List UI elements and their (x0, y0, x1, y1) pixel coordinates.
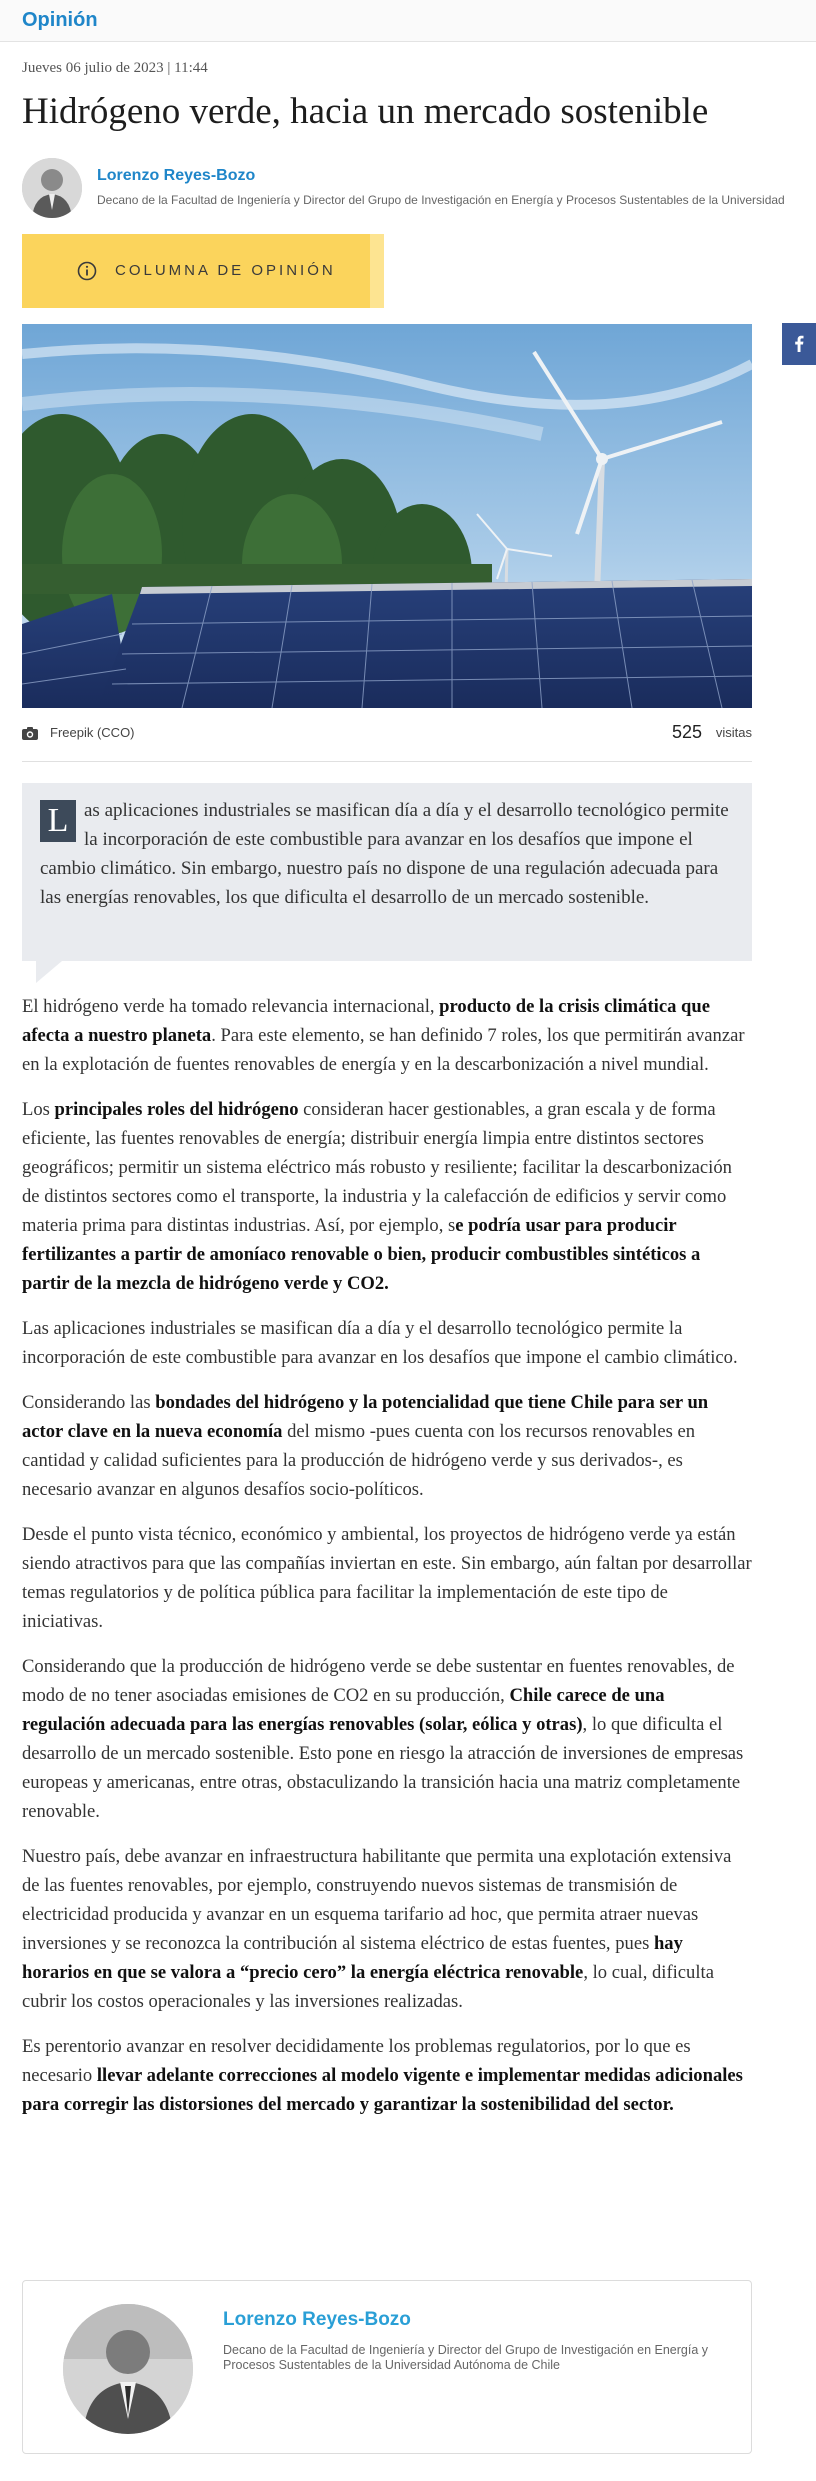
author-name-link[interactable]: Lorenzo Reyes-Bozo (97, 167, 256, 184)
article-title: Hidrógeno verde, hacia un mercado sostenible (22, 91, 709, 132)
author-card-name-link[interactable]: Lorenzo Reyes-Bozo (223, 2309, 411, 2330)
article-body (22, 992, 752, 2135)
highlight: Chile carece de una regulación adecuada para las energías renovables (solar, eólica y otras) (22, 1685, 665, 1735)
author-avatar[interactable] (22, 158, 82, 218)
body-paragraph: Es perentorio avanzar en resolver decididamente los problemas regulatorios, por lo que es necesario llevar adelante correcciones al modelo vigente e implementar medidas adicionales para corregir las distorsiones del mercado y garantizar la sostenibilidad del sector. (22, 2036, 743, 2115)
highlight: e podría usar para producir fertilizantes a partir de amoníaco renovable o bien, producir combustibles sintéticos a partir de la mezcla de hidrógeno verde y CO2. (22, 1215, 701, 1294)
body-paragraph: Considerando que la producción de hidrógeno verde se debe sustentar en fuentes renovables, de modo de no tener asociadas emisiones de CO2 en su producción, Chile carece de una regulación adecuada para las energías renovables (solar, eólica y otras), lo que dificulta el desarrollo de un mercado sostenible. Esto pone en riesgo la atracción de inversiones de empresas europeas y americanas, entre otras, obstaculizando la transición hacia una matriz completamente renovable. (22, 1656, 744, 1822)
camera-icon (22, 726, 38, 740)
image-caption-row (22, 722, 752, 762)
author-role: Decano de la Facultad de Ingeniería y Director del Grupo de Investigación en Energía y Procesos Sustentables de la Universidad (97, 193, 785, 207)
highlight: llevar adelante correcciones al modelo vigente e implementar medidas adicionales para corregir las distorsiones del mercado y garantizar la sostenibilidad del sector. (22, 2065, 743, 2115)
section-header (0, 0, 816, 42)
opinion-column-banner (22, 234, 384, 308)
highlight: principales roles del hidrógeno (54, 1099, 299, 1120)
section-title-link[interactable]: Opinión (22, 9, 98, 31)
article-date: Jueves 06 julio de 2023 | 11:44 (22, 60, 208, 76)
opinion-column-label: COLUMNA DE OPINIÓN (115, 262, 336, 279)
body-paragraph: Los principales roles del hidrógeno consideran hacer gestionables, a gran escala y de forma eficiente, las fuentes renovables de energía; distribuir energía limpia entre distintos sectores geográficos; permitir un sistema eléctrico más robusto y resiliente; facilitar la descarbonización de distintos sectores como el transporte, la industria y la calefacción de edificios y servir como materia prima para distintas industrias. Así, por ejemplo, se podría usar para producir fertilizantes a partir de amoníaco renovable o bien, producir combustibles sintéticos a partir de la mezcla de hidrógeno verde y CO2. (22, 1099, 732, 1294)
author-card-role: Decano de la Facultad de Ingeniería y Director del Grupo de Investigación en Energía y Procesos Sustentables de la Universidad Autónoma de Chile (223, 2343, 709, 2372)
author-card-avatar[interactable] (63, 2304, 193, 2434)
image-credit: Freepik (CCO) (50, 725, 135, 740)
lead-text: as aplicaciones industriales se masifican día a día y el desarrollo tecnológico permite la incorporación de este combustible para avanzar en los desafíos que impone el cambio climático. Sin embargo, nuestro país no dispone de una regulación adecuada para las energías renovables, los que dificulta el desarrollo de un mercado sostenible. (40, 800, 729, 908)
body-paragraph: Las aplicaciones industriales se masifican día a día y el desarrollo tecnológico permite la incorporación de este combustible para avanzar en los desafíos que impone el cambio climático. (22, 1318, 738, 1368)
highlight: hay horarios en que se valora a “precio cero” la energía eléctrica renovable (22, 1933, 683, 1983)
body-paragraph: Desde el punto vista técnico, económico y ambiental, los proyectos de hidrógeno verde ya están siendo atractivos para que las compañías inviertan en este. Sin embargo, aún faltan por desarrollar temas regulatorios y de política pública para facilitar la implementación de este tipo de iniciativas. (22, 1524, 752, 1632)
body-paragraph: Considerando las bondades del hidrógeno y la potencialidad que tiene Chile para ser un actor clave en la nueva economía del mismo -pues cuenta con los recursos renovables en cantidad y calidad suficientes para la producción de hidrógeno verde y sus derivados-, es necesario avanzar en algunos desafíos socio-políticos. (22, 1392, 709, 1500)
info-icon (77, 261, 97, 281)
article-hero-image (22, 324, 752, 708)
lead-dropcap: L (40, 800, 76, 842)
lead-summary-box (22, 783, 752, 961)
facebook-share-button[interactable] (782, 323, 816, 365)
author-card (22, 2280, 752, 2454)
highlight: producto de la crisis climática que afecta a nuestro planeta (22, 996, 710, 1046)
body-paragraph: Nuestro país, debe avanzar en infraestructura habilitante que permita una explotación extensiva de las fuentes renovables, por ejemplo, construyendo nuevos sistemas de transmisión de electricidad producida y avanzar en un esquema tarifario ad hoc, que permita atraer nuevas inversiones y se reconozca la contribución al sistema eléctrico de estas fuentes, pues hay horarios en que se valora a “precio cero” la energía eléctrica renovable, lo cual, dificulta cubrir los costos operacionales y las inversiones realizadas. (22, 1846, 732, 2012)
visits-label: visitas (715, 725, 752, 740)
visits-count: 525 (671, 722, 702, 742)
body-paragraph: El hidrógeno verde ha tomado relevancia internacional, producto de la crisis climática que afecta a nuestro planeta. Para este elemento, se han definido 7 roles, los que permitirán avanzar en la explotación de fuentes renovables de energía y en la descarbonización a nivel mundial. (22, 996, 745, 1075)
facebook-icon (782, 323, 816, 365)
highlight: bondades del hidrógeno y la potencialidad que tiene Chile para ser un actor clave en la nueva economía (22, 1392, 709, 1442)
